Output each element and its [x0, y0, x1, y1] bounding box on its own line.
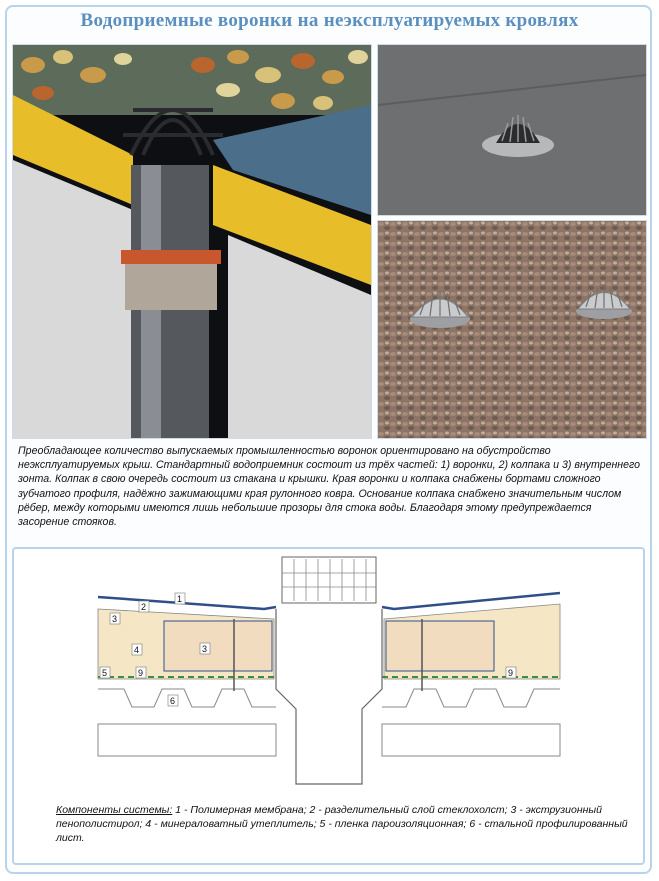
callout-6: 6: [170, 696, 176, 706]
callout-3-left: 3: [112, 614, 118, 624]
drain-on-membrane-roof-photo: [377, 44, 647, 216]
callout-4: 4: [134, 645, 140, 655]
legend-label: Компоненты системы:: [56, 804, 173, 816]
drains-on-gravel-roof-photo: [377, 220, 647, 439]
callout-1: 1: [177, 594, 183, 604]
callout-9-right: 9: [508, 668, 514, 678]
roof-drain-cross-section-diagram: [14, 549, 643, 799]
callout-5: 5: [102, 668, 108, 678]
roof-drain-cutaway-illustration: [12, 44, 372, 439]
legend-text: 1 - Полимерная мембрана; 2 - разделительный слой стеклохолст; 3 - экструзионный пенополистирол; 4 - минераловатный утеплитель; 5 - пленка пароизоляционная; 6 - стальной профилированный лист.: [56, 804, 628, 844]
description-text: Преобладающее количество выпускаемых промышленностью воронок ориентировано на обустройство неэксплуатируемых крыш. Стандартный водоприемник состоит из трёх частей: 1) воронки, 2) колпака и 3) внутреннего зонта. Колпак в свою очередь состоит из стакана и крышки. Края воронки и колпака снабжены бортами сложного зубчатого профиля, надёжно зажимающими края рулонного ковра. Основание колпака снабжено значительным числом рёбер, между которыми имеются лишь небольшие прозоры для стока воды. Благодаря этому предупреждается засорение стояков.: [18, 445, 641, 529]
legend: [56, 803, 636, 845]
page-title: Водоприемные воронки на неэксплуатируемых кровлях: [80, 10, 579, 31]
callout-3-block: 3: [202, 644, 208, 654]
callout-9-left: 9: [138, 668, 144, 678]
callout-2: 2: [141, 602, 147, 612]
